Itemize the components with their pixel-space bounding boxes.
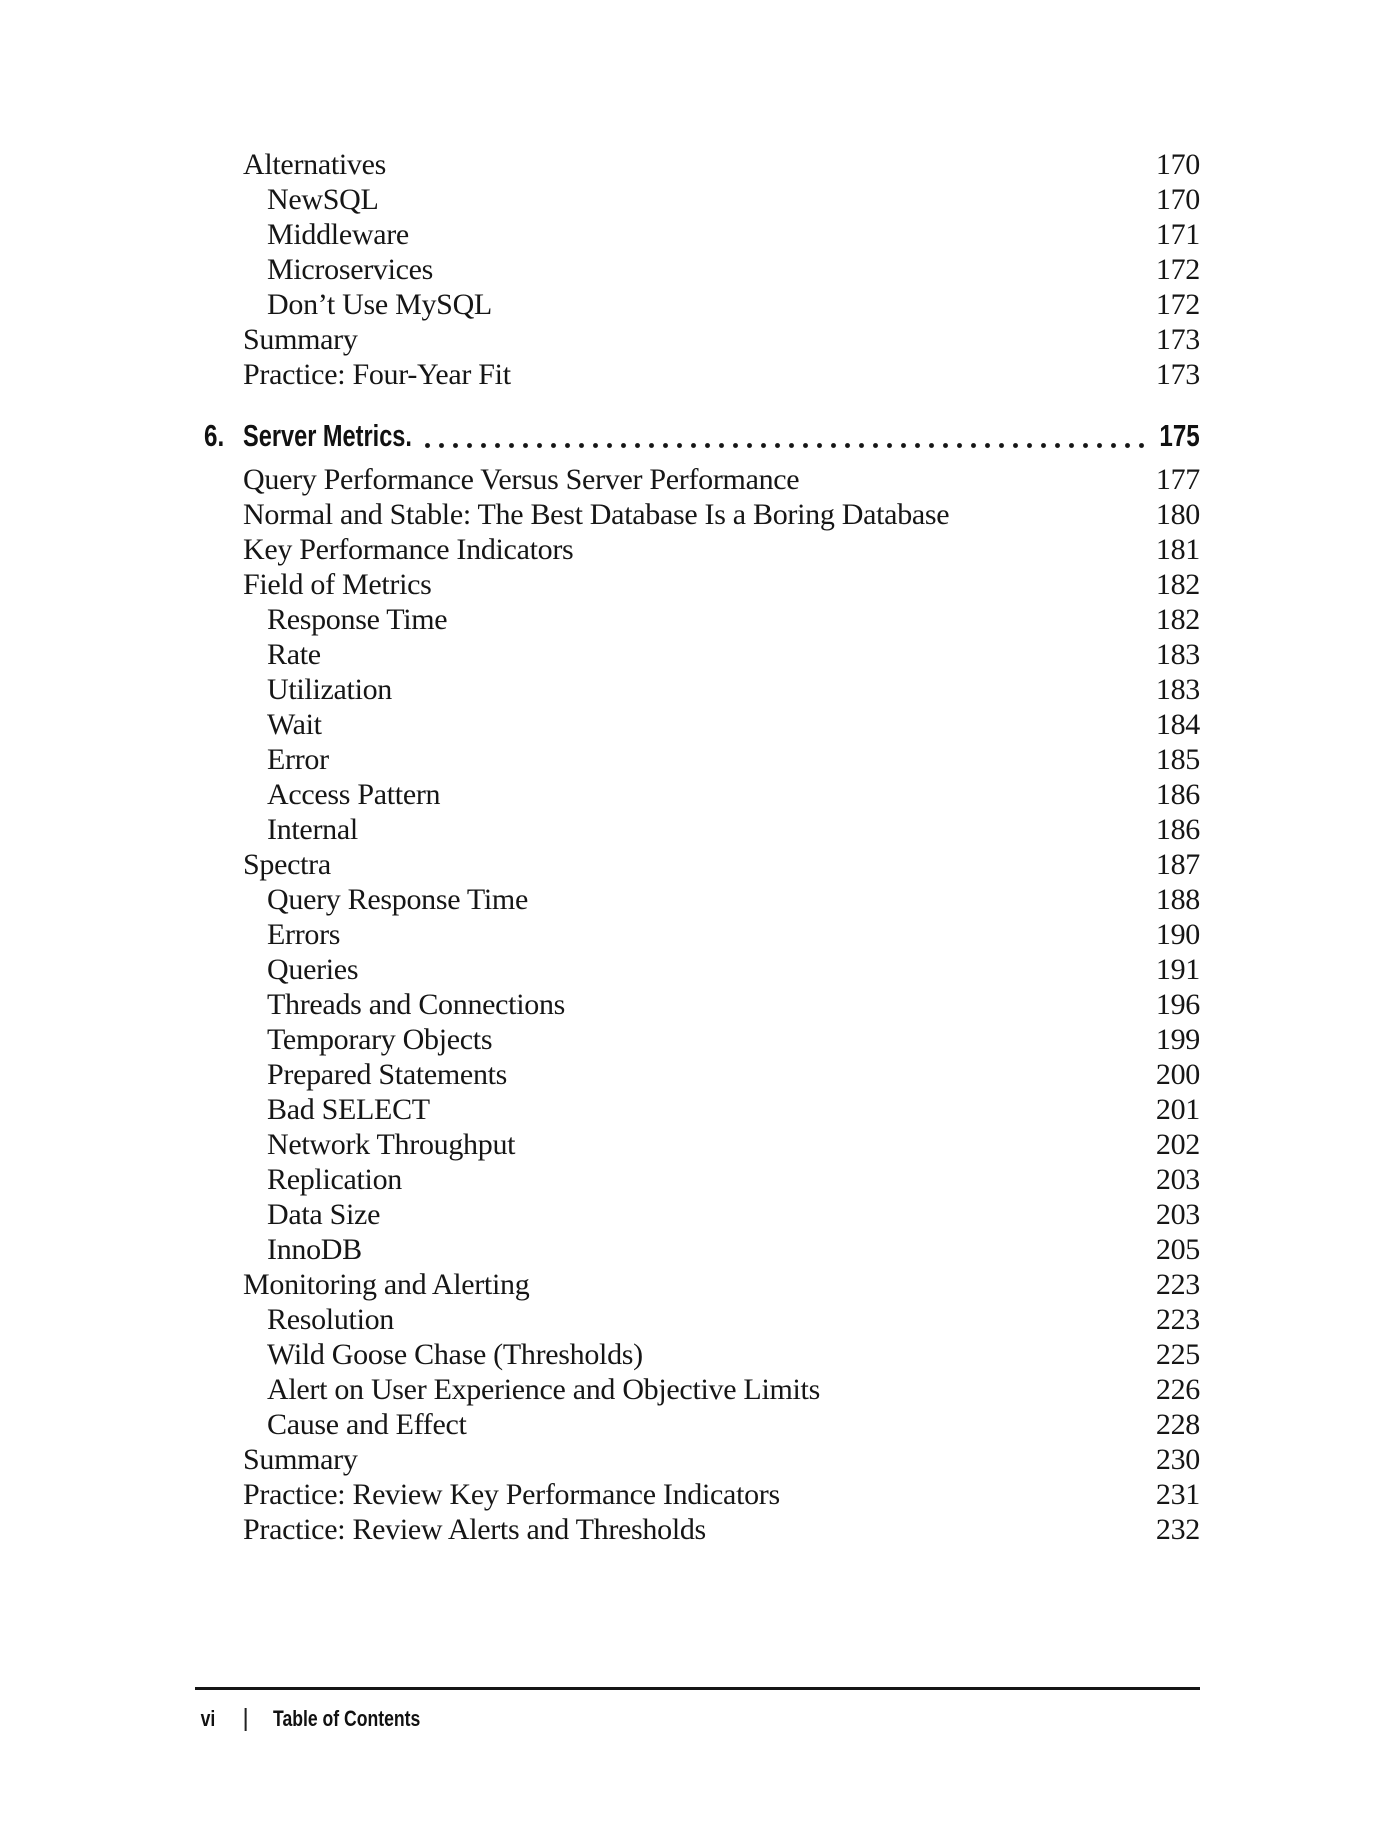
toc-entry <box>204 322 1200 357</box>
toc-entry-label: Prepared Statements <box>267 1058 508 1091</box>
toc-entry-label: InnoDB <box>267 1233 362 1266</box>
toc-entry-page: 203 <box>1155 1198 1200 1231</box>
toc-entry-page: 199 <box>1155 1023 1200 1056</box>
toc-entry-label: Replication <box>267 1163 402 1196</box>
toc-entry-label: Wild Goose Chase (Thresholds) <box>267 1338 643 1371</box>
toc-entry-page: 183 <box>1155 638 1200 671</box>
toc-entry-page: 173 <box>1155 323 1200 356</box>
toc-entry-label: Don’t Use MySQL <box>267 288 492 321</box>
toc-entry-page: 232 <box>1155 1513 1200 1546</box>
toc-entry <box>204 1372 1200 1407</box>
toc-entry <box>204 1057 1200 1092</box>
toc-entry <box>204 1267 1200 1302</box>
toc-entry-page: 182 <box>1155 603 1200 636</box>
toc-entry-page: 173 <box>1155 358 1200 391</box>
toc-entry-label: Error <box>267 743 329 776</box>
toc-entry-label: Alternatives <box>243 148 387 181</box>
toc-entry <box>204 1302 1200 1337</box>
toc-entry <box>204 987 1200 1022</box>
toc-entry-label: Key Performance Indicators <box>243 533 574 566</box>
toc-entry <box>204 742 1200 777</box>
toc-entry <box>204 1162 1200 1197</box>
page-footer <box>195 1687 1200 1733</box>
toc-entry-page: 171 <box>1155 218 1200 251</box>
toc-entry <box>204 1477 1200 1512</box>
toc-entry <box>204 1232 1200 1267</box>
chapter-number: 6. <box>204 418 225 453</box>
toc-entry <box>204 147 1200 182</box>
toc-entry <box>204 882 1200 917</box>
footer-section-label: Table of Contents <box>272 1706 421 1731</box>
toc-entry-label: Rate <box>267 638 321 671</box>
toc-entry-page: 188 <box>1155 883 1200 916</box>
toc-entry-label: Query Performance Versus Server Performance <box>243 463 800 496</box>
toc-entry <box>204 567 1200 602</box>
toc-entry-label: Summary <box>243 1443 358 1476</box>
toc-entry-page: 225 <box>1155 1338 1200 1371</box>
chapter-entries <box>204 462 1200 1547</box>
toc-entry-page: 226 <box>1155 1373 1200 1406</box>
toc-entry-label: Access Pattern <box>267 778 441 811</box>
toc-entry <box>204 1092 1200 1127</box>
toc-entry-page: 170 <box>1155 183 1200 216</box>
toc-entry <box>204 287 1200 322</box>
toc-entry-label: Response Time <box>267 603 448 636</box>
toc-entry-page: 223 <box>1155 1268 1200 1301</box>
toc-entry-label: Wait <box>267 708 322 741</box>
toc-entry <box>204 182 1200 217</box>
toc-entry-page: 183 <box>1155 673 1200 706</box>
toc-entry <box>204 497 1200 532</box>
toc-entry-label: Summary <box>243 323 358 356</box>
toc-entry-label: Cause and Effect <box>267 1408 467 1441</box>
toc-entry-label: Microservices <box>267 253 434 286</box>
toc-entry-label: Monitoring and Alerting <box>243 1268 530 1301</box>
toc-entry-label: Errors <box>267 918 341 951</box>
toc-entry-page: 170 <box>1155 148 1200 181</box>
toc-entry-label: Practice: Review Key Performance Indicators <box>243 1478 780 1511</box>
toc-entry-label: Temporary Objects <box>267 1023 493 1056</box>
toc-entry-page: 231 <box>1155 1478 1200 1511</box>
toc-entry <box>204 847 1200 882</box>
toc-entry-label: Practice: Four-Year Fit <box>243 358 511 391</box>
toc-entry-page: 200 <box>1155 1058 1200 1091</box>
toc-entry-page: 186 <box>1155 778 1200 811</box>
toc-entry-page: 172 <box>1155 288 1200 321</box>
toc-entry <box>204 217 1200 252</box>
toc-entry-label: Middleware <box>267 218 409 251</box>
chapter-title: Server Metrics. <box>243 418 412 453</box>
toc-entry-page: 203 <box>1155 1163 1200 1196</box>
toc-entry-page: 190 <box>1155 918 1200 951</box>
toc-entry-page: 196 <box>1155 988 1200 1021</box>
toc-entry-page: 202 <box>1155 1128 1200 1161</box>
toc-entry <box>204 252 1200 287</box>
toc-entry-label: Network Throughput <box>267 1128 516 1161</box>
toc-entry <box>204 812 1200 847</box>
toc-entry-page: 181 <box>1155 533 1200 566</box>
toc-entry <box>204 1512 1200 1547</box>
toc-entry <box>204 777 1200 812</box>
toc-entry-page: 184 <box>1155 708 1200 741</box>
toc-entry-label: Query Response Time <box>267 883 528 916</box>
toc-entry <box>204 462 1200 497</box>
toc-entry-label: Alert on User Experience and Objective Limits <box>267 1373 820 1406</box>
prev-chapter-entries <box>204 147 1200 392</box>
chapter-page-number: 175 <box>1159 418 1200 453</box>
toc-entry-label: Queries <box>267 953 359 986</box>
toc-entry <box>204 917 1200 952</box>
toc-entry-page: 185 <box>1155 743 1200 776</box>
toc-entry-page: 180 <box>1155 498 1200 531</box>
toc-entry <box>204 707 1200 742</box>
toc-entry-label: Resolution <box>267 1303 395 1336</box>
toc-entry-label: Field of Metrics <box>243 568 432 601</box>
toc-entry-page: 223 <box>1155 1303 1200 1336</box>
chapter-heading <box>204 417 1200 455</box>
toc-entry <box>204 532 1200 567</box>
toc-entry-label: Normal and Stable: The Best Database Is a Boring Database <box>243 498 950 531</box>
toc-entry <box>204 1337 1200 1372</box>
toc-entry-page: 205 <box>1155 1233 1200 1266</box>
toc-entry-page: 191 <box>1155 953 1200 986</box>
toc-entry <box>204 1127 1200 1162</box>
toc-entry <box>204 602 1200 637</box>
table-of-contents <box>204 147 1200 1547</box>
toc-entry <box>204 1442 1200 1477</box>
toc-entry <box>204 952 1200 987</box>
toc-entry-page: 187 <box>1155 848 1200 881</box>
toc-entry-page: 177 <box>1155 463 1200 496</box>
toc-entry-label: Internal <box>267 813 358 846</box>
toc-entry-label: Utilization <box>267 673 393 706</box>
toc-entry <box>204 637 1200 672</box>
toc-entry-label: Practice: Review Alerts and Thresholds <box>243 1513 706 1546</box>
toc-entry <box>204 672 1200 707</box>
toc-entry-page: 201 <box>1155 1093 1200 1126</box>
toc-entry-label: Threads and Connections <box>267 988 566 1021</box>
toc-entry-label: Bad SELECT <box>267 1093 430 1126</box>
toc-entry-label: Spectra <box>243 848 331 881</box>
toc-entry <box>204 1197 1200 1232</box>
toc-entry-page: 228 <box>1155 1408 1200 1441</box>
footer-page-number: vi <box>200 1706 216 1731</box>
toc-entry-page: 172 <box>1155 253 1200 286</box>
toc-entry <box>204 1407 1200 1442</box>
footer-separator: | <box>242 1704 249 1732</box>
toc-entry <box>204 1022 1200 1057</box>
toc-entry-page: 186 <box>1155 813 1200 846</box>
toc-entry-page: 230 <box>1155 1443 1200 1476</box>
toc-entry-page: 182 <box>1155 568 1200 601</box>
toc-entry <box>204 357 1200 392</box>
dot-leader <box>425 443 1151 449</box>
toc-entry-label: Data Size <box>267 1198 381 1231</box>
toc-entry-label: NewSQL <box>267 183 379 216</box>
